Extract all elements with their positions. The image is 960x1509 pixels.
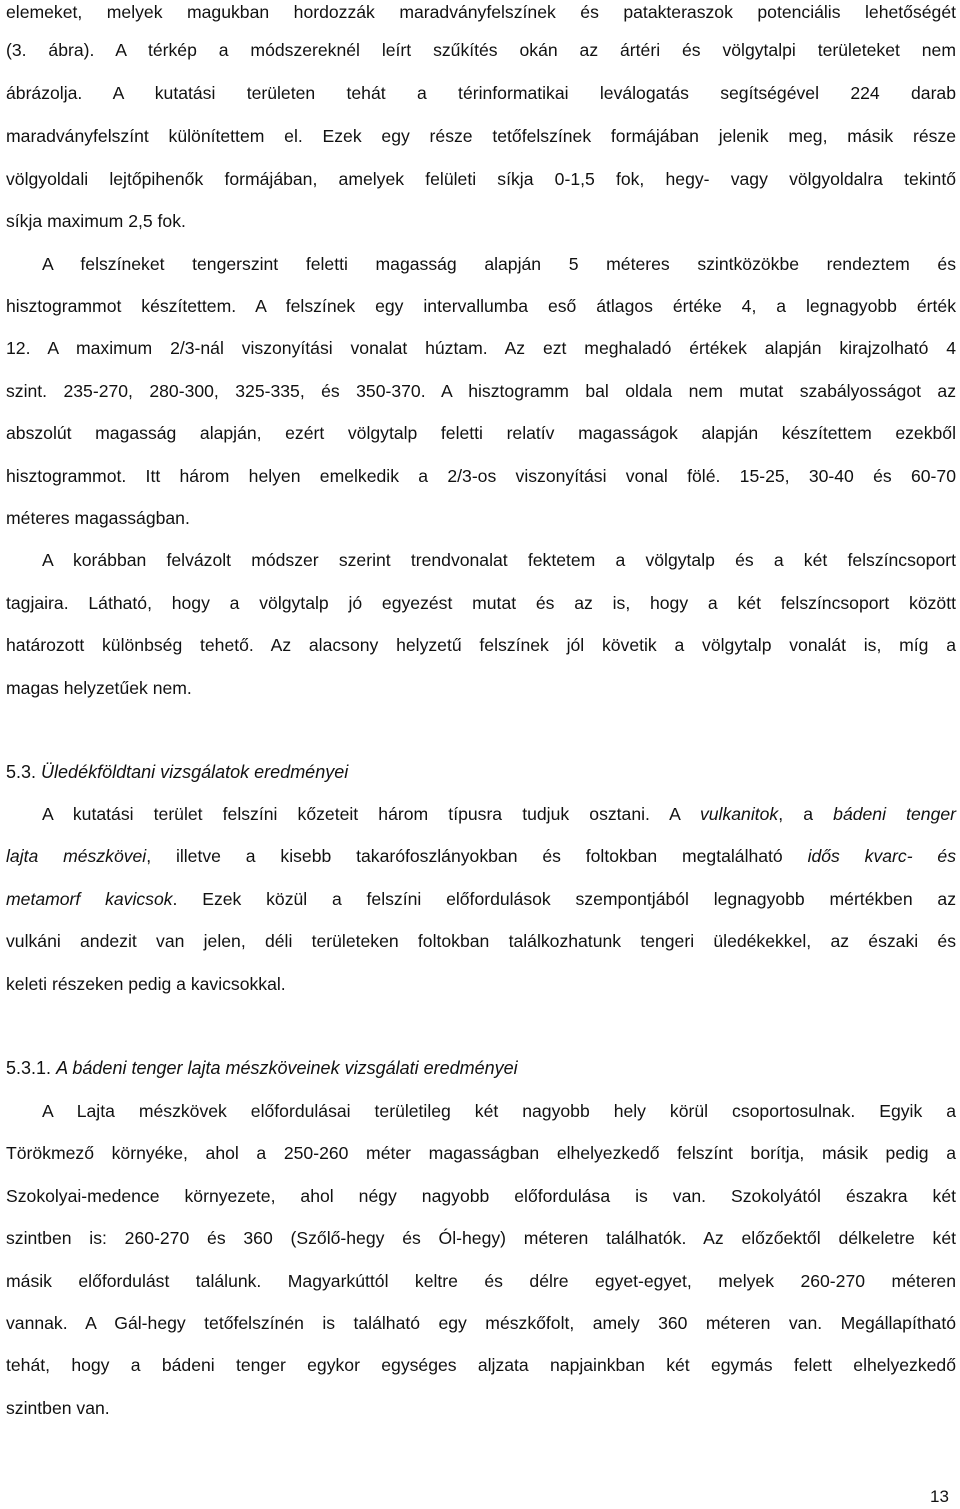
text-line: szint. 235-270, 280-300, 325-335, és 350-370. A hisztogramm bal oldala nem mutat szabályosságot az (6, 381, 956, 401)
text-span: , a (778, 804, 834, 824)
text-line: szintben van. (6, 1398, 110, 1418)
section-title: A bádeni tenger lajta mészköveinek vizsgálati eredményei (56, 1058, 518, 1078)
text-line: síkja maximum 2,5 fok. (6, 211, 186, 231)
text-line: méteres magasságban. (6, 508, 190, 528)
text-line: (3. ábra). A térkép a módszereknél leírt szűkítés okán az ártéri és völgytalpi területeket nem (6, 40, 956, 60)
text-line: hisztogrammot készítettem. A felszínek egy intervallumba eső átlagos értéke 4, a legnagyobb érték (6, 296, 956, 316)
text-span: . Ezek közül a felszíni előfordulások szempontjából legnagyobb mértékben az (172, 889, 956, 909)
text-line: Törökmező környéke, ahol a 250-260 méter magasságban elhelyezkedő felszínt borítja, másik pedig a (6, 1143, 956, 1163)
subsection-heading (6, 1056, 956, 1080)
text-line: maradványfelszínt különítettem el. Ezek egy része tetőfelszínek formájában jelenik meg, másik része (6, 126, 956, 146)
text-line: vulkáni andezit van jelen, déli területeken foltokban találkozhatunk tengeri üledékekkel, az északi és (6, 931, 956, 951)
text-line: hisztogrammot. Itt három helyen emelkedik a 2/3-os viszonyítási vonal fölé. 15-25, 30-40 és 60-70 (6, 466, 956, 486)
text-line: tehát, hogy a bádeni tenger egykor egységes aljzata napjainkban két egymás felett elhelyezkedő (6, 1355, 956, 1375)
text-line: abszolút magasság alapján, ezért völgytalp feletti relatív magasságok alapján készítettem ezekből (6, 423, 956, 443)
text-span: A kutatási terület felszíni kőzeteit három típusra tudjuk osztani. A (42, 804, 700, 824)
text-line: ábrázolja. A kutatási területen tehát a térinformatikai leválogatás segítségével 224 darab (6, 83, 956, 103)
italic-term: lajta mészkövei (6, 846, 147, 866)
text-line: szintben is: 260-270 és 360 (Szőlő-hegy és Ól-hegy) méteren találhatók. Az előzőektől délkeletre két (6, 1228, 956, 1248)
text-line: A Lajta mészkövek előfordulásai területileg két nagyobb hely körül csoportosulnak. Egyik a (42, 1101, 956, 1121)
text-line: másik előfordulást találunk. Magyarkúttól keltre és délre egyet-egyet, melyek 260-270 méteren (6, 1271, 956, 1291)
text-span: , illetve a kisebb takarófoszlányokban és foltokban megtalálható (146, 846, 808, 866)
italic-term: idős kvarc- és (807, 846, 956, 866)
section-number: 5.3. (6, 762, 37, 782)
text-line: magas helyzetűek nem. (6, 678, 192, 698)
text-line: A felszíneket tengerszint feletti magasság alapján 5 méteres szintközökbe rendeztem és (42, 254, 956, 274)
section-heading (6, 760, 956, 784)
text-line: elemeket, melyek magukban hordozzák maradványfelszínek és patakteraszok potenciális lehetőségét (6, 2, 956, 22)
text-line (6, 887, 956, 911)
text-line: völgyoldali lejtőpihenők formájában, amelyek felületi síkja 0-1,5 fok, hegy- vagy völgyoldalra tekintő (6, 169, 956, 189)
text-line: tagjaira. Látható, hogy a völgytalp jó egyezést mutat és az is, hogy a két felszíncsoport között (6, 593, 956, 613)
text-line: A korábban felvázolt módszer szerint trendvonalat fektetem a völgytalp és a két felszíncsoport (42, 550, 956, 570)
text-line: határozott különbség tehető. Az alacsony helyzetű felszínek jól követik a völgytalp vonalát is, míg a (6, 635, 956, 655)
italic-term: bádeni tenger (833, 804, 957, 824)
italic-term: vulkanitok (699, 804, 779, 824)
italic-term: metamorf kavicsok (6, 889, 173, 909)
text-line: keleti részeken pedig a kavicsokkal. (6, 974, 286, 994)
text-line: Szokolyai-medence környezete, ahol négy nagyobb előfordulása is van. Szokolyától északra két (6, 1186, 956, 1206)
text-line: vannak. A Gál-hegy tetőfelszínén is található egy mészkőfolt, amely 360 méteren van. Megállapítható (6, 1313, 956, 1333)
text-line: 12. A maximum 2/3-nál viszonyítási vonalat húztam. Az ezt meghaladó értékek alapján kirajzolható 4 (6, 338, 956, 358)
section-title: Üledékföldtani vizsgálatok eredményei (41, 762, 349, 782)
text-line (6, 844, 956, 868)
section-number: 5.3.1. (6, 1058, 52, 1078)
text-line (42, 802, 956, 826)
page-number: 13 (930, 1487, 949, 1506)
